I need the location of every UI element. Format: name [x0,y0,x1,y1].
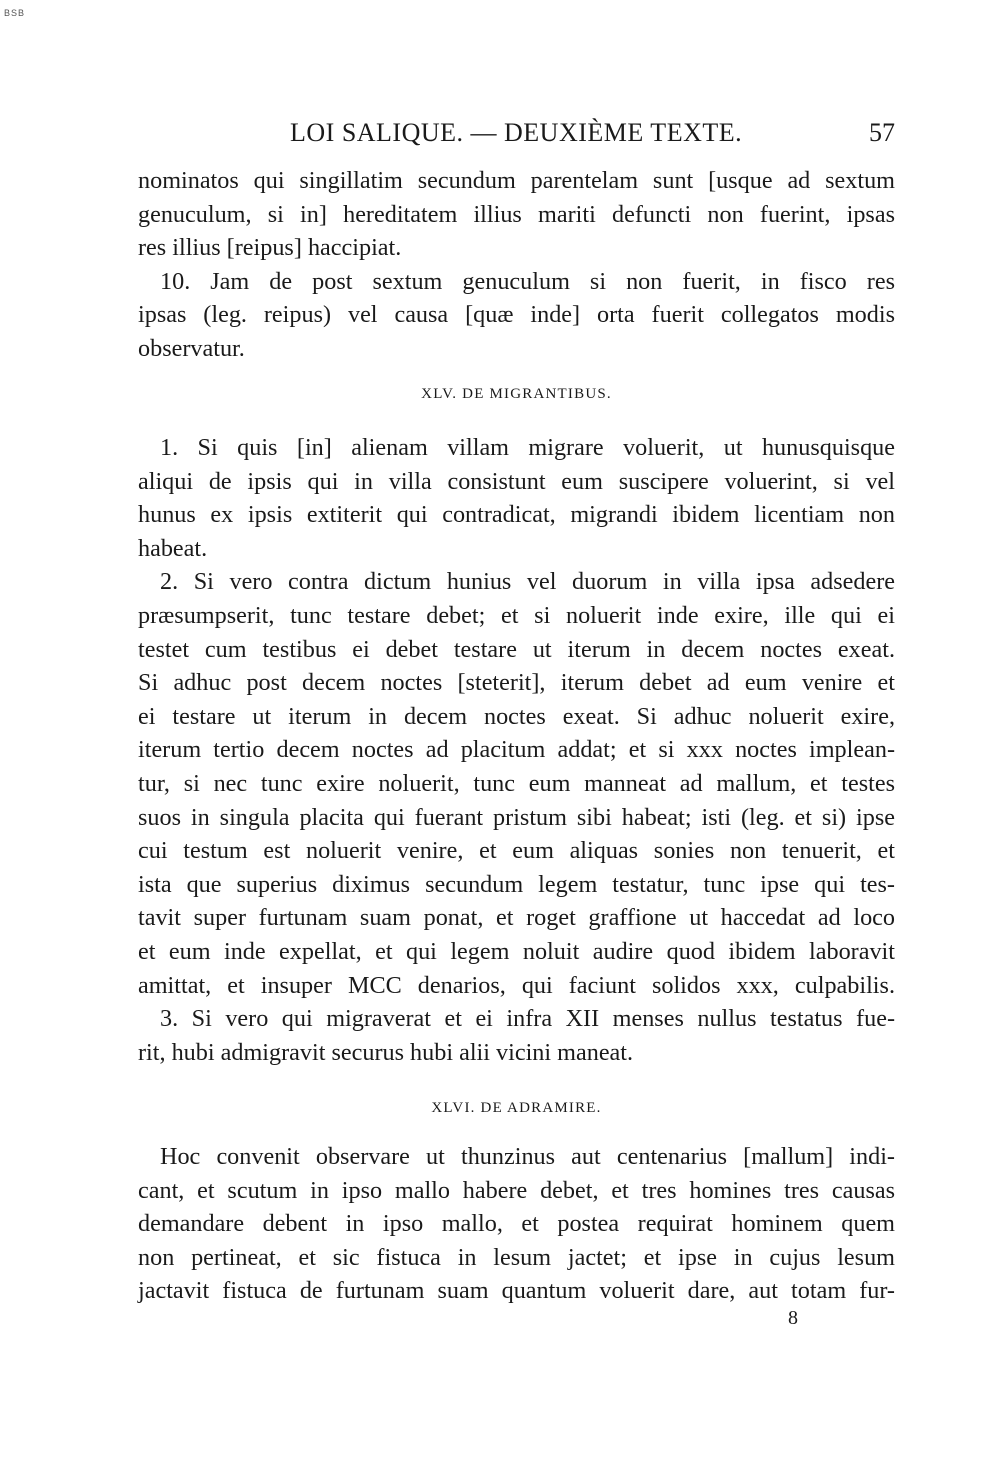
paragraph-block-2 [138,431,895,1069]
text-line: observatur. [138,334,245,362]
text-line: tavit super furtunam suam ponat, et roget graffione ut haccedat ad loco [138,904,895,932]
text-line: iterum tertio decem noctes ad placitum addat; et si xxx noctes implean- [138,736,895,764]
text-line: habeat. [138,534,208,562]
text-line: Hoc convenit observare ut thunzinus aut centenarius [mallum] indi- [160,1143,895,1170]
text-line: tur, si nec tunc exire noluerit, tunc eum manneat ad mallum, et testes [138,769,895,797]
text-line: hunus ex ipsis extiterit qui contradicat, migrandi ibidem licentiam non [138,501,895,529]
signature-mark: 8 [788,1307,798,1329]
text-line: 2. Si vero contra dictum hunius vel duorum in villa ipsa adsedere [160,568,895,596]
text-line: nominatos qui singillatim secundum parentelam sunt [usque ad sextum [138,167,895,194]
text-line: 3. Si vero qui migraverat et ei infra XII menses nullus testatus fue- [160,1005,895,1033]
text-line: ista que superius diximus secundum legem testatur, tunc ipse qui tes- [138,870,895,898]
paragraph-block-3 [138,1140,895,1308]
text-line: testet cum testibus ei debet testare ut iterum in decem noctes exeat. [138,635,895,663]
text-line: ei testare ut iterum in decem noctes exeat. Si adhuc noluerit exire, [138,702,895,730]
text-line: genuculum, si in] hereditatem illius mariti defuncti non fuerint, ipsas [138,200,895,228]
text-line: jactavit fistuca de furtunam suam quantum voluerit dare, aut totam fur- [138,1277,895,1305]
text-line: suos in singula placita qui fuerant pristum sibi habeat; isti (leg. et si) ipse [138,803,895,831]
running-title: LOI SALIQUE. — DEUXIÈME TEXTE. [290,118,743,147]
text-line: cui testum est noluerit venire, et eum aliquas sonies non tenuerit, et [138,837,895,865]
text-line: ipsas (leg. reipus) vel causa [quæ inde] orta fuerit collegatos modis [138,301,895,329]
text-line: 10. Jam de post sextum genuculum si non fuerit, in fisco res [160,267,895,295]
text-line: rit, hubi admigravit securus hubi alii vicini maneat. [138,1038,634,1066]
page-number: 57 [869,118,895,147]
section-heading-xlv: XLV. DE MIGRANTIBUS. [421,386,612,402]
text-line: demandare debent in ipso mallo, et postea requirat hominem quem [138,1210,895,1238]
library-stamp: BSB [4,8,26,18]
text-line: non pertineat, et sic fistuca in lesum jactet; et ipse in cujus lesum [138,1243,895,1271]
text-line: et eum inde expellat, et qui legem noluit audire quod ibidem laboravit [138,937,895,965]
text-line: amittat, et insuper MCC denarios, qui faciunt solidos xxx, culpabilis. [138,971,895,999]
section-heading-xlvi: XLVI. DE ADRAMIRE. [431,1100,602,1116]
running-head [138,118,895,154]
paragraph-block-1 [138,164,895,366]
text-line: res illius [reipus] haccipiat. [138,234,402,262]
text-line: 1. Si quis [in] alienam villam migrare voluerit, ut hunusquisque [160,434,895,461]
text-line: Si adhuc post decem noctes [steterit], iterum debet ad eum venire et [138,669,895,697]
text-line: aliqui de ipsis qui in villa consistunt eum suscipere voluerint, si vel [138,467,895,495]
text-line: cant, et scutum in ipso mallo habere debet, et tres homines tres causas [138,1176,895,1204]
text-line: præsumpserit, tunc testare debet; et si noluerit inde exire, ille qui ei [138,601,895,629]
